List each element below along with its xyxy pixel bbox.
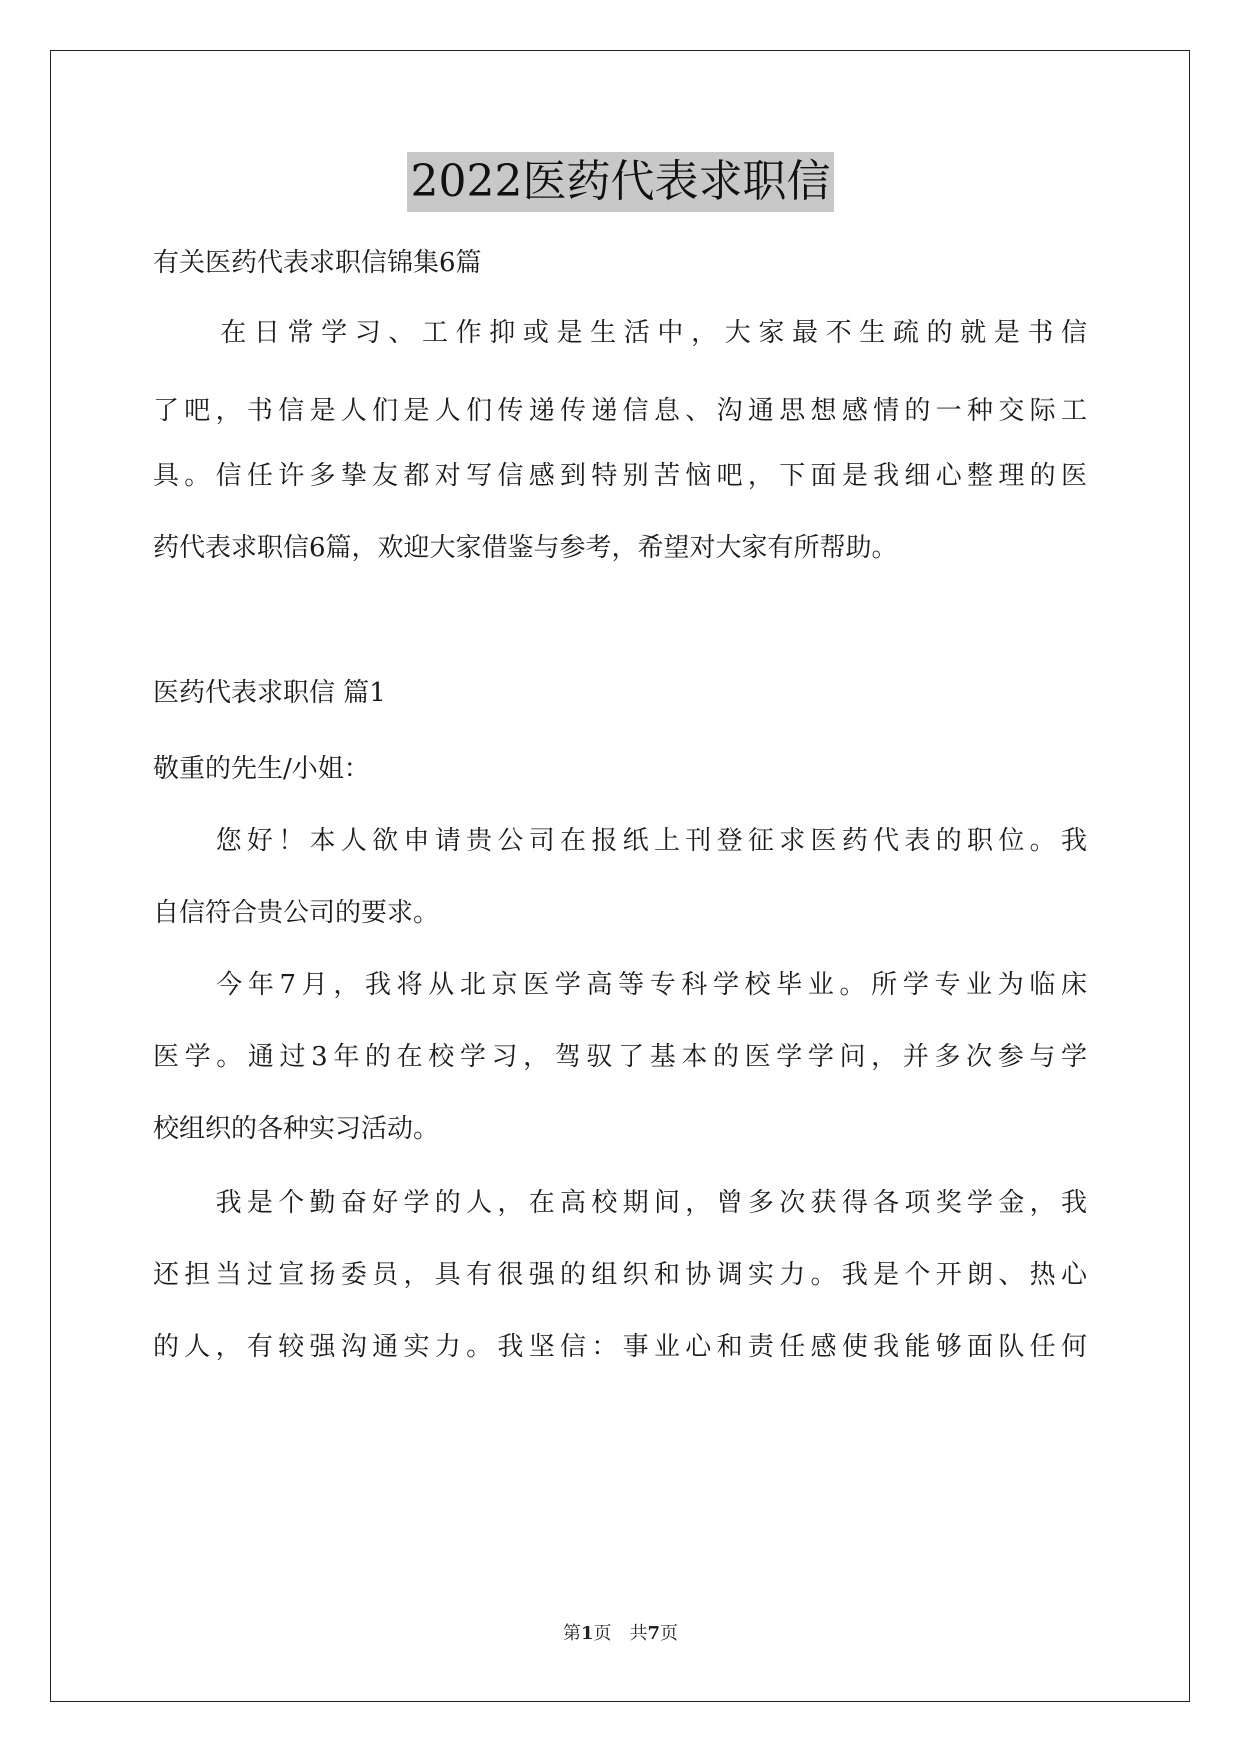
title-container: [0, 152, 1241, 212]
intro-line-1: 在日常学习、工作抑或是生活中，大家最不生疏的就是书信: [153, 318, 1087, 348]
body-line-8: 的人，有较强沟通实力。我坚信：事业心和责任感使我能够面队任何: [153, 1332, 1087, 1362]
body-line-2: 自信符合贵公司的要求。: [153, 898, 440, 928]
total-pages: 7: [647, 1623, 661, 1644]
page-border: [50, 50, 1190, 1702]
intro-line-2: 了吧，书信是人们是人们传递传递信息、沟通思想感情的一种交际工: [153, 396, 1087, 426]
page-prefix: 第: [562, 1623, 581, 1644]
page-footer: [0, 1622, 1241, 1646]
page-current: 1: [580, 1623, 594, 1644]
intro-line-3: 具。信任许多挚友都对写信感到特别苦恼吧，下面是我细心整理的医: [153, 461, 1087, 491]
body-line-6: 我是个勤奋好学的人，在高校期间，曾多次获得各项奖学金，我: [153, 1188, 1087, 1218]
intro-line-4: 药代表求职信6篇，欢迎大家借鉴与参考，希望对大家有所帮助。: [153, 533, 898, 563]
body-line-5: 校组织的各种实习活动。: [153, 1114, 440, 1144]
document-subtitle: 有关医药代表求职信锦集6篇: [153, 248, 482, 278]
total-prefix: 共: [629, 1623, 648, 1644]
body-line-7: 还担当过宣扬委员，具有很强的组织和协调实力。我是个开朗、热心: [153, 1260, 1087, 1290]
document-title: 2022医药代表求职信: [407, 152, 835, 212]
body-line-1: 您好！本人欲申请贵公司在报纸上刊登征求医药代表的职位。我: [153, 826, 1087, 856]
body-line-4: 医学。通过3年的在校学习，驾驭了基本的医学学问，并多次参与学: [153, 1042, 1087, 1072]
page-suffix: 页: [593, 1623, 612, 1644]
salutation: 敬重的先生/小姐：: [153, 754, 370, 784]
section-heading: 医药代表求职信 篇1: [153, 678, 386, 708]
body-line-3: 今年7月，我将从北京医学高等专科学校毕业。所学专业为临床: [153, 970, 1087, 1000]
total-suffix: 页: [660, 1623, 679, 1644]
